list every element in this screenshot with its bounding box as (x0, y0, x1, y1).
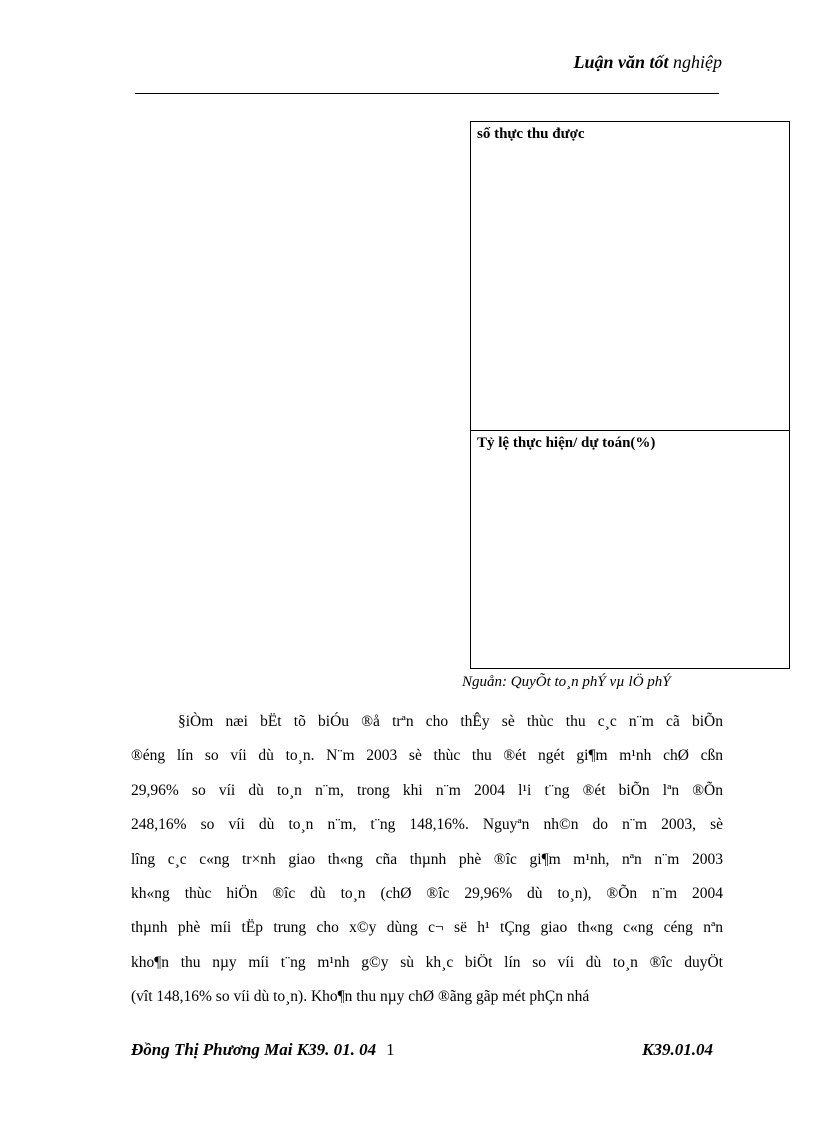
table-cell-ratio (471, 431, 789, 668)
body-line: kh«ng thùc hiÖn ®îc dù to¸n (chØ ®îc 29,96% dù to¸n), ®Õn n¨m 2004 (131, 885, 723, 903)
body-line: thµnh phè míi tËp trung cho x©y dùng c¬ së h¹ tÇng giao th«ng c«ng céng nªn (131, 919, 723, 937)
table-cell-label: Tỷ lệ thực hiện/ dự toán(%) (477, 435, 656, 451)
body-line: 248,16% so víi dù to¸n n¨m, t¨ng 148,16%. Nguyªn nh©n do n¨m 2003, sè (131, 816, 723, 834)
footer-author: Đồng Thị Phương Mai K39. 01. 04 (131, 1040, 377, 1059)
footer-left (131, 1040, 395, 1060)
body-line: 29,96% so víi dù to¸n n¨m, trong khi n¨m 2004 l¹i t¨ng ®ét biÕn lªn ®Õn (131, 781, 723, 799)
body-line: kho¶n thu nµy míi t¨ng m¹nh g©y sù kh¸c biÖt lín so víi dù to¸n ®îc duyÖt (131, 953, 723, 971)
table-cell-label: số thực thu được (477, 126, 585, 142)
header-title-bold: Luận văn tốt (573, 52, 669, 72)
table-cell-actual-revenue (471, 122, 789, 431)
body-line: ®éng lín so víi dù to¸n. N¨m 2003 sè thùc thu ®ét ngét gi¶m m¹nh chØ cßn (131, 747, 723, 765)
header-rule (135, 93, 719, 94)
header-title (573, 52, 722, 73)
data-table (470, 121, 790, 669)
body-line: §iÒm næi bËt tõ biÓu ®å trªn cho thÊy sè thùc thu c¸c n¨m cã biÕn (178, 713, 723, 730)
source-note: Nguån: QuyÕt to¸n phÝ vµ lÖ phÝ (462, 674, 671, 690)
page-number: 1 (386, 1040, 395, 1059)
body-line: lîng c¸c c«ng tr×nh giao th«ng cña thµnh phè ®îc gi¶m m¹nh, nªn n¨m 2003 (131, 850, 723, 868)
body-paragraph (131, 705, 723, 1015)
body-line: (vît 148,16% so víi dù to¸n). Kho¶n thu nµy chØ ®ãng gãp mét phÇn nhá (131, 988, 590, 1006)
header-title-rest: nghiệp (668, 52, 722, 72)
footer-code: K39.01.04 (642, 1040, 713, 1059)
